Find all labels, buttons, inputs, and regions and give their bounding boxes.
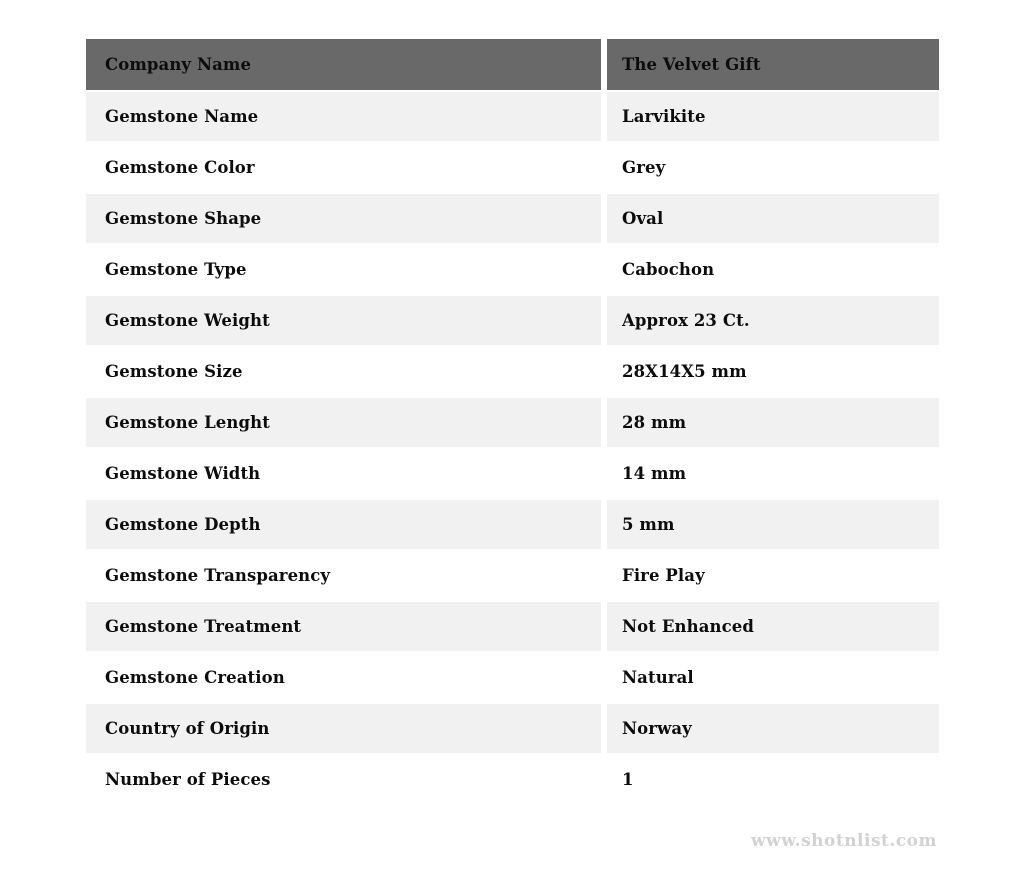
row-value: 28 mm bbox=[607, 398, 939, 447]
row-label: Gemstone Width bbox=[86, 449, 601, 498]
table-row bbox=[86, 398, 939, 447]
row-value: 1 bbox=[607, 755, 939, 804]
row-label: Gemstone Depth bbox=[86, 500, 601, 549]
row-label: Gemstone Creation bbox=[86, 653, 601, 702]
row-label: Gemstone Shape bbox=[86, 194, 601, 243]
row-label: Gemstone Name bbox=[86, 92, 601, 141]
row-value: Approx 23 Ct. bbox=[607, 296, 939, 345]
row-value: 5 mm bbox=[607, 500, 939, 549]
row-value: Fire Play bbox=[607, 551, 939, 600]
row-label: Gemstone Type bbox=[86, 245, 601, 294]
table-row bbox=[86, 296, 939, 345]
row-value: Grey bbox=[607, 143, 939, 192]
row-label: Gemstone Size bbox=[86, 347, 601, 396]
row-value: 28X14X5 mm bbox=[607, 347, 939, 396]
row-label: Number of Pieces bbox=[86, 755, 601, 804]
row-value: Cabochon bbox=[607, 245, 939, 294]
row-value: Larvikite bbox=[607, 92, 939, 141]
table-row bbox=[86, 245, 939, 294]
table-row bbox=[86, 704, 939, 753]
header-company-value: The Velvet Gift bbox=[607, 39, 939, 90]
table-header-row bbox=[86, 39, 939, 90]
table-row bbox=[86, 551, 939, 600]
gemstone-spec-table bbox=[86, 39, 939, 806]
row-value: Natural bbox=[607, 653, 939, 702]
row-value: Oval bbox=[607, 194, 939, 243]
table-row bbox=[86, 653, 939, 702]
table-row bbox=[86, 347, 939, 396]
table-row bbox=[86, 449, 939, 498]
row-label: Gemstone Weight bbox=[86, 296, 601, 345]
table-body bbox=[86, 92, 939, 804]
row-label: Gemstone Transparency bbox=[86, 551, 601, 600]
table-row bbox=[86, 143, 939, 192]
row-label: Gemstone Treatment bbox=[86, 602, 601, 651]
table-row bbox=[86, 92, 939, 141]
header-company-label: Company Name bbox=[86, 39, 601, 90]
table-row bbox=[86, 194, 939, 243]
row-label: Gemstone Color bbox=[86, 143, 601, 192]
row-label: Gemstone Lenght bbox=[86, 398, 601, 447]
row-value: Norway bbox=[607, 704, 939, 753]
table-row bbox=[86, 755, 939, 804]
table-row bbox=[86, 602, 939, 651]
row-label: Country of Origin bbox=[86, 704, 601, 753]
table-row bbox=[86, 500, 939, 549]
watermark-text: www.shotnlist.com bbox=[750, 831, 937, 851]
row-value: 14 mm bbox=[607, 449, 939, 498]
row-value: Not Enhanced bbox=[607, 602, 939, 651]
